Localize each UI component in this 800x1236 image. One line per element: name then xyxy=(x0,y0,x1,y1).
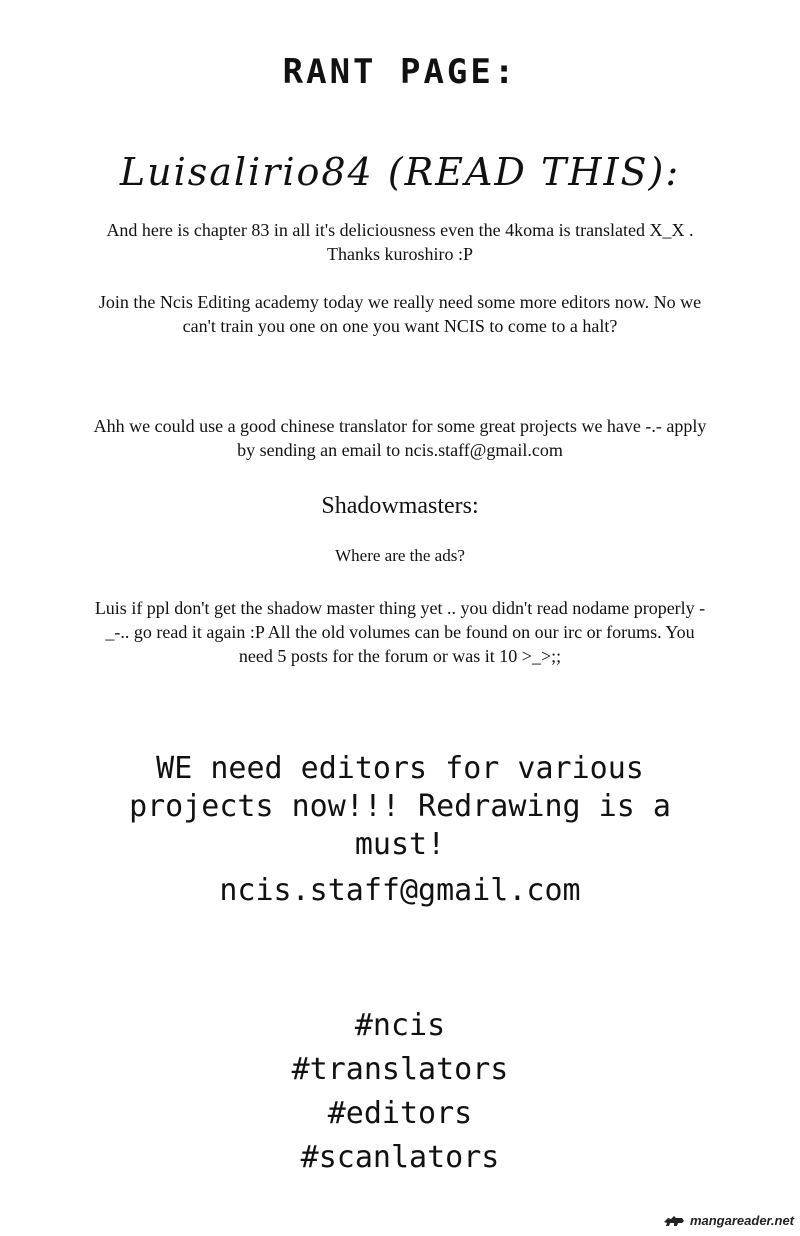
channel-scanlators: #scanlators xyxy=(300,1140,500,1175)
recruit-message xyxy=(0,750,800,864)
paragraph-chapter-note: And here is chapter 83 in all it's deliciousness even the 4koma is translated X_X . Thanks kuroshiro :P xyxy=(106,220,694,264)
paragraph-ads-question: Where are the ads? xyxy=(335,546,465,565)
dog-icon xyxy=(662,1212,686,1228)
paragraph-translator-request: Ahh we could use a good chinese translator for some great projects we have -.- apply by sending an email to ncis.staff@gmail.com xyxy=(93,416,707,460)
page-title: RANT PAGE: xyxy=(282,52,518,92)
recruit-message-text: WE need editors for various projects now!!! Redrawing is a must! xyxy=(129,751,671,862)
section-heading-luisalirio: Luisalirio84 (READ THIS): xyxy=(119,150,681,194)
channel-translators: #translators xyxy=(291,1052,509,1087)
channel-ncis: #ncis xyxy=(354,1008,446,1043)
watermark xyxy=(662,1212,794,1228)
channel-list xyxy=(0,1004,800,1180)
channel-editors: #editors xyxy=(327,1096,473,1131)
paragraph-shadowmasters: Luis if ppl don't get the shadow master thing yet .. you didn't read nodame properly -_-.. go read it again :P All the old volumes can be found on our irc or forums. You need 5 posts for the forum or was it 10 >_>;; xyxy=(94,598,706,666)
recruit-email: ncis.staff@gmail.com xyxy=(219,873,581,908)
section-heading-shadowmasters: Shadowmasters: xyxy=(321,493,479,519)
paragraph-editing-academy: Join the Ncis Editing academy today we really need some more editors now. No we can't train you one on one you want NCIS to come to a halt? xyxy=(98,292,702,336)
watermark-text: mangareader.net xyxy=(689,1212,794,1228)
